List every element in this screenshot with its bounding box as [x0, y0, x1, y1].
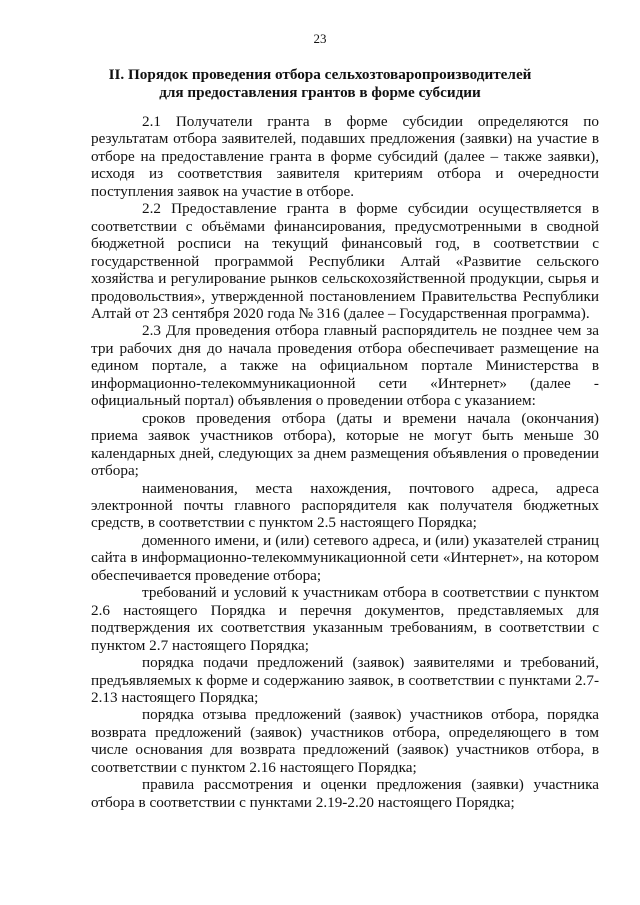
document-body [91, 113, 599, 811]
list-item-withdrawal-procedure: порядка отзыва предложений (заявок) участников отбора, порядка возврата предложений (заявок) участников отбора, определяющего в том числе основания для возврата предложений (заявок) участников отбора, в соответствии с пунктом 2.16 настоящего Порядка; [91, 706, 599, 776]
list-item-selection-dates: сроков проведения отбора (даты и времени начала (окончания) приема заявок участников отбора), которые не могут быть меньше 30 календарных дней, следующих за днем размещения объявления о проведении отбора; [91, 409, 599, 480]
page-number: 23 [313, 31, 327, 46]
paragraph-2-2: 2.2 Предоставление гранта в форме субсидии осуществляется в соответствии с объёмами финансирования, предусмотренными в сводной бюджетной росписи на текущий финансовый год, в соответствии с государственной программой Республики Алтай «Развитие сельского хозяйства и регулирование рынков сельскохозяйственной продукции, сырья и продовольствия», утвержденной постановлением Правительства Республики Алтай от 23 сентября 2020 года № 316 (далее – Государственная программа). [91, 200, 599, 322]
list-item-submission-procedure: порядка подачи предложений (заявок) заявителями и требований, предъявляемых к форме и содержанию заявок, в соответствии с пунктами 2.7-2.13 настоящего Порядка; [91, 654, 599, 706]
paragraph-2-1: 2.1 Получатели гранта в форме субсидии определяются по результатам отбора заявителей, подавших предложения (заявки) на участие в отборе на предоставление гранта в форме субсидий (далее – также заявки), исходя из соответствия заявителя критериям отбора и очередности поступления заявок на участие в отборе. [91, 113, 599, 200]
paragraph-2-3: 2.3 Для проведения отбора главный распорядитель не позднее чем за три рабочих дня до начала проведения отбора обеспечивает размещение на едином портале, а также на официальном портале Министерства в информационно-телекоммуникационной сети «Интернет» (далее - официальный портал) объявления о проведении отбора с указанием: [91, 322, 599, 410]
list-item-participant-requirements: требований и условий к участникам отбора в соответствии с пунктом 2.6 настоящего Порядка и перечня документов, представляемых для подтверждения их соответствия указанным требованиям, в соответствии с пунктом 2.7 настоящего Порядка; [91, 584, 599, 654]
section-heading [90, 66, 550, 102]
list-item-distributor-address: наименования, места нахождения, почтового адреса, адреса электронной почты главного распорядителя как получателя бюджетных средств, в соответствии с пунктом 2.5 настоящего Порядка; [91, 479, 599, 532]
section-heading-line-2: для предоставления грантов в форме субсидии [159, 84, 481, 101]
section-heading-line-1: II. Порядок проведения отбора сельхозтоваропроизводителей [108, 66, 532, 83]
list-item-domain-name: доменного имени, и (или) сетевого адреса, и (или) указателей страниц сайта в информационно-телекоммуникационной сети «Интернет», на котором обеспечивается проведение отбора; [91, 531, 599, 584]
list-item-evaluation-rules: правила рассмотрения и оценки предложения (заявки) участника отбора в соответствии с пунктами 2.19-2.20 настоящего Порядка; [91, 776, 599, 811]
